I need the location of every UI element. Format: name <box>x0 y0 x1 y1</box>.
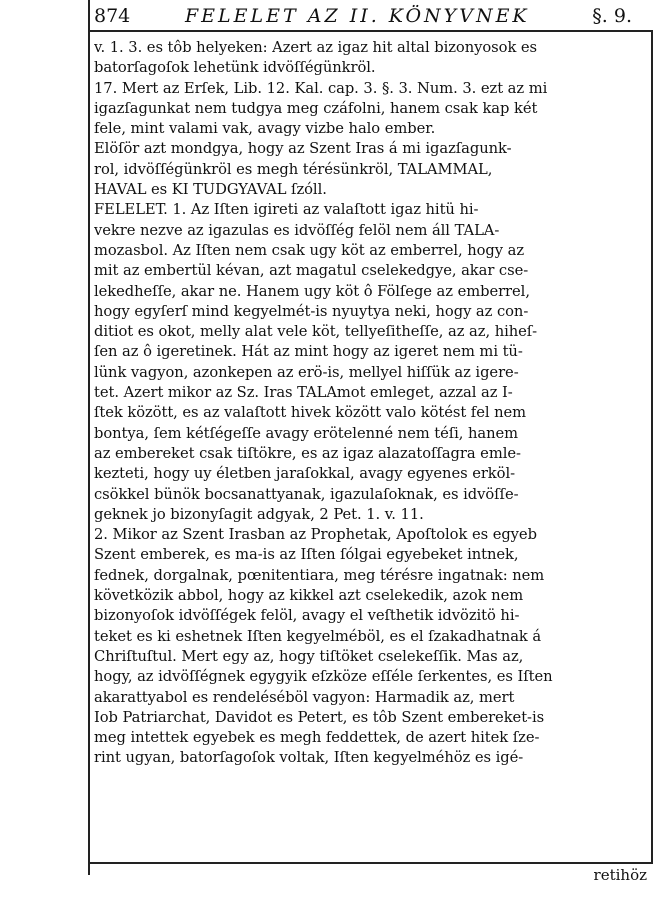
header-rule <box>88 30 653 32</box>
text-line: geknek jo bizonyſagit adgyak, 2 Pet. 1. v. 11. <box>94 505 424 523</box>
running-header <box>90 4 650 28</box>
text-line: mozasbol. Az Iſten nem csak ugy köt az emberrel, hogy az <box>94 241 525 259</box>
text-line: Szent emberek, es ma-is az Iſten ſólgai egyebeket intnek, <box>94 546 519 564</box>
text-line: lekedheſſe, akar ne. Hanem ugy köt ô Fölſege az emberrel, <box>94 282 530 300</box>
catchword: retihöz <box>593 866 647 884</box>
text-line: tet. Azert mikor az Sz. Iras TALAmot emleget, azzal az I- <box>94 384 513 402</box>
text-line: vekre nezve az igazulas es idvöſſég felöl nem áll TALA- <box>94 221 500 239</box>
text-line: Elöſör azt mondgya, hogy az Szent Iras á mi igazſagunk- <box>94 140 512 158</box>
text-line: bontya, ſem kétſégeſſe avagy erötelenné nem téſi, hanem <box>94 424 519 442</box>
text-line: kezteti, hogy uy életben jaraſokkal, avagy egyenes erköl- <box>94 465 516 483</box>
left-border-rule <box>88 0 90 875</box>
text-line: 2. Mikor az Szent Irasban az Prophetak, Apoſtolok es egyeb <box>94 526 537 544</box>
text-line: Iob Patriarchat, Davidot es Petert, es tôb Szent embereket-is <box>94 708 545 726</box>
text-line: igazſagunkat nem tudgya meg czáfolni, hanem csak kap két <box>94 99 538 117</box>
text-line: rint ugyan, batorſagoſok voltak, Iſten kegyelméhöz es igé- <box>94 749 524 767</box>
text-line: ſtek között, es az valaſtott hivek között valo kötést fel nem <box>94 404 527 422</box>
text-line: csökkel bünök bocsanattyanak, igazulaſoknak, es idvöſſe- <box>94 485 519 503</box>
text-line: lünk vagyon, azonkepen az erö-is, mellyel hiſſük az igere- <box>94 363 519 381</box>
bottom-border-rule <box>88 862 653 864</box>
text-line: FELELET. 1. Az Iſten igireti az valaſtott igaz hitü hi- <box>94 201 479 219</box>
text-line: fele, mint valami vak, avagy vizbe halo ember. <box>94 120 436 138</box>
text-line: fednek, dorgalnak, pœnitentiara, meg térésre ingatnak: nem <box>94 566 545 584</box>
text-line: az embereket csak tiſtökre, es az igaz alazatoſſagra emle- <box>94 444 521 462</box>
text-line: hogy, az idvöſſégnek egygyik eſzköze eſſéle ſerkentes, es Iſten <box>94 668 553 686</box>
text-line: követközik abbol, hogy az kikkel azt cselekedik, azok nem <box>94 587 524 605</box>
text-line: teket es ki eshetnek Iſten kegyelméböl, es el ſzakadhatnak á <box>94 627 542 645</box>
text-line: bizonyoſok idvöſſégek felöl, avagy el veſthetik idvözitö hi- <box>94 607 520 625</box>
text-line: meg intettek egyebek es megh feddettek, de azert hitek ſze- <box>94 729 540 747</box>
text-line: HAVAL es KI TUDGYAVAL ſzóll. <box>94 181 327 199</box>
section-mark: §. 9. <box>592 5 632 27</box>
text-line: ditiot es okot, melly alat vele köt, tellyeſitheſſe, az az, hiheſ- <box>94 323 538 341</box>
right-border-rule <box>651 30 653 862</box>
text-line: v. 1. 3. es tôb helyeken: Azert az igaz hit altal bizonyosok es <box>94 39 538 56</box>
text-line: rol, idvöſſégünkröl es megh térésünkröl, TALAMMAL, <box>94 160 493 178</box>
running-title: FELELET AZ II. KÖNYVNEK <box>185 5 530 27</box>
text-line: mit az embertül kévan, azt magatul cselekedgye, akar cse- <box>94 262 529 280</box>
text-line: ſen az ô igeretinek. Hát az mint hogy az igeret nem mi tü- <box>94 343 523 361</box>
text-line: hogy egyſerſ mind kegyelmét-is nyuytya neki, hogy az con- <box>94 302 529 320</box>
body-text <box>94 38 648 769</box>
text-line: 17. Mert az Erſek, Lib. 12. Kal. cap. 3. §. 3. Num. 3. ezt az mi <box>94 79 548 97</box>
page-number: 874 <box>94 5 131 27</box>
text-line: batorſagoſok lehetünk idvöſſégünkröl. <box>94 59 376 77</box>
text-line: akarattyabol es rendeléséböl vagyon: Harmadik az, mert <box>94 688 515 706</box>
text-line: Chriſtuſtul. Mert egy az, hogy tiſtöket cselekeſſik. Mas az, <box>94 647 524 665</box>
